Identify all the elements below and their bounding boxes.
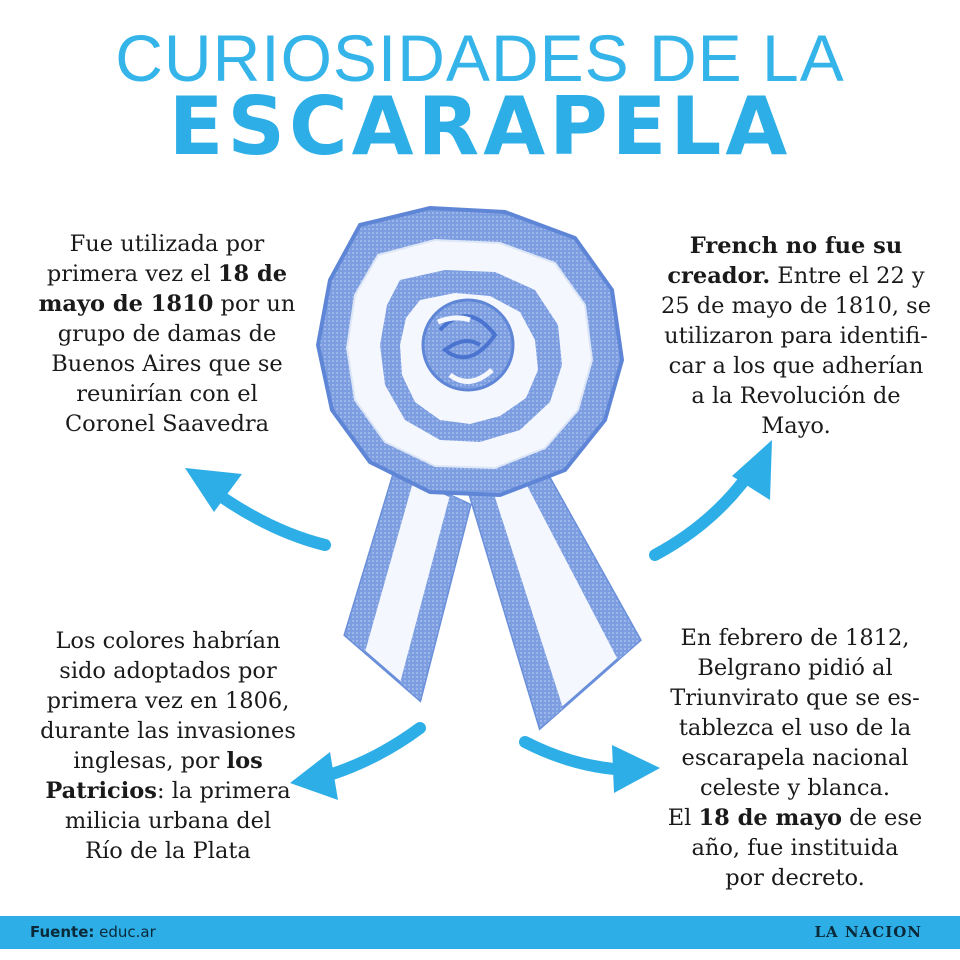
text: En febrero de 1812, bbox=[680, 625, 910, 651]
fact-bottom-left bbox=[18, 626, 318, 866]
text: por un bbox=[213, 291, 296, 317]
text: Mayo. bbox=[761, 413, 831, 439]
cockade-rosette bbox=[318, 208, 622, 495]
text: Coronel Saavedra bbox=[64, 411, 270, 437]
bold-text: Patricios bbox=[45, 778, 157, 804]
bold-text: mayo de 1810 bbox=[38, 291, 214, 317]
ribbon-tail-right bbox=[470, 470, 640, 728]
text: Entre el 22 y bbox=[770, 263, 925, 289]
arrow-bottom-right bbox=[525, 742, 660, 793]
text: inglesas, por bbox=[73, 748, 227, 774]
arrow-top-right bbox=[655, 440, 772, 555]
text: tablezca el uso de la bbox=[678, 715, 912, 741]
text: por decreto. bbox=[725, 865, 865, 891]
text: milicia urbana del bbox=[64, 808, 272, 834]
text: Río de la Plata bbox=[85, 838, 251, 864]
source-credit bbox=[30, 923, 156, 941]
text: car a los que adherían bbox=[668, 353, 924, 379]
text: 25 de mayo de 1810, se bbox=[660, 293, 932, 319]
bold-text: 18 de mayo bbox=[698, 805, 843, 831]
fact-top-right bbox=[646, 231, 946, 441]
bold-text: 18 de bbox=[217, 261, 288, 287]
title-line-2: ESCARAPELA bbox=[168, 80, 792, 173]
text: primera vez en 1806, bbox=[46, 688, 290, 714]
text: primera vez el bbox=[46, 261, 218, 287]
bold-text: French no fue su bbox=[689, 233, 903, 259]
text: escarapela nacional bbox=[681, 745, 909, 771]
source-value: educ.ar bbox=[94, 923, 156, 941]
text: Fue utilizada por bbox=[69, 231, 265, 257]
ribbon-tails bbox=[345, 470, 640, 728]
text: El bbox=[667, 805, 699, 831]
text: reunirían con el bbox=[76, 381, 258, 407]
bold-text: los bbox=[226, 748, 263, 774]
brand-logo: LA NACION bbox=[814, 923, 922, 941]
source-label: Fuente: bbox=[30, 923, 95, 941]
text: Buenos Aires que se bbox=[51, 351, 283, 377]
text: celeste y blanca. bbox=[699, 775, 891, 801]
text: Belgrano pidió al bbox=[697, 655, 893, 681]
text: durante las invasiones bbox=[40, 718, 296, 744]
fact-bottom-right bbox=[650, 623, 940, 893]
bold-text: creador. bbox=[667, 263, 771, 289]
text: Triunvirato que se es- bbox=[670, 685, 920, 711]
text: a la Revolución de bbox=[691, 383, 901, 409]
ribbon-tail-left bbox=[345, 470, 470, 700]
text: año, fue instituida bbox=[691, 835, 899, 861]
title-line-1: CURIOSIDADES DE LA bbox=[115, 21, 845, 95]
text: utilizaron para identifi- bbox=[664, 323, 928, 349]
footer-bar bbox=[0, 916, 960, 949]
text: sido adoptados por bbox=[59, 658, 277, 684]
text: Los colores habrían bbox=[55, 628, 281, 654]
text: : la primera bbox=[156, 778, 291, 804]
text: grupo de damas de bbox=[57, 321, 277, 347]
fact-top-left bbox=[22, 229, 312, 439]
arrow-top-left bbox=[185, 468, 325, 545]
text: de ese bbox=[842, 805, 923, 831]
